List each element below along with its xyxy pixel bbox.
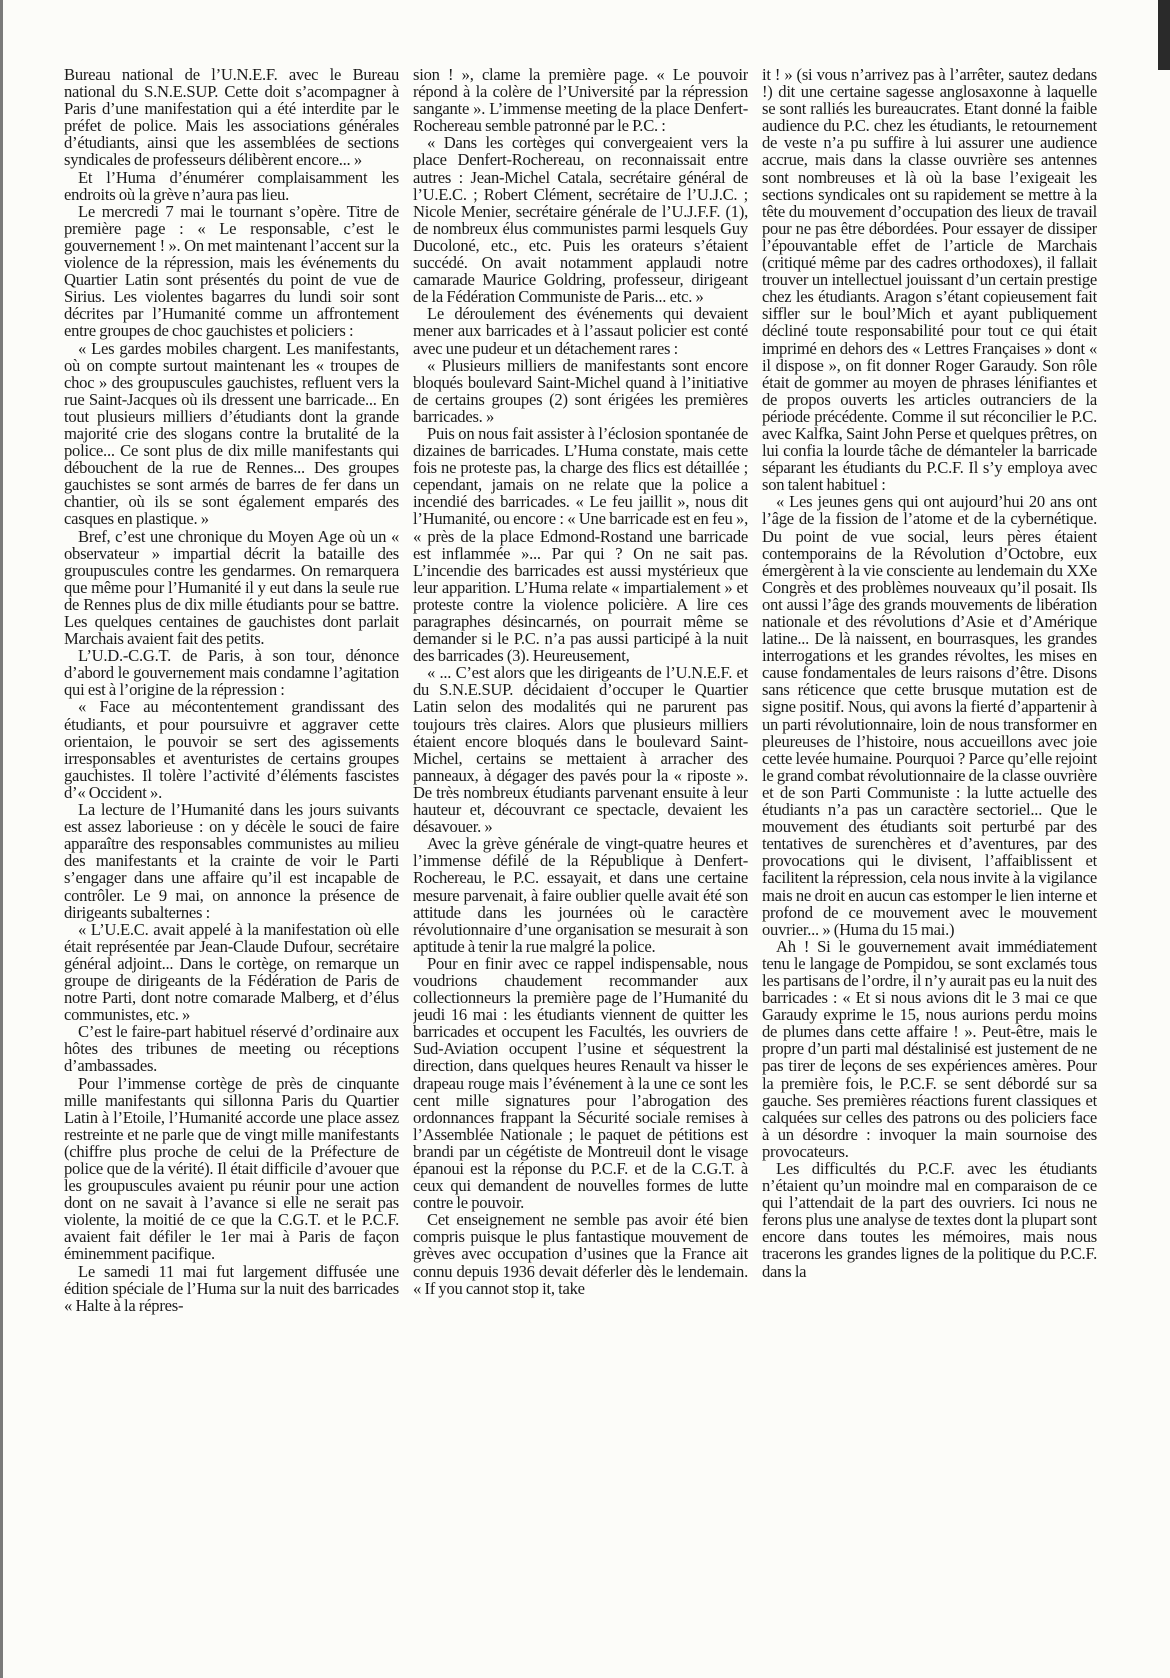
text-column-2 (413, 66, 748, 1664)
paragraph: it ! » (si vous n’arrivez pas à l’arrêter, sautez dedans !) dit une certaine sagesse anglosaxonne à laquelle se sont ralliés les bureaucrates. Etant donné la faible audience du P.C. chez les étudiants, le retournement de veste n’a pu suffire à lui assurer une audience accrue, mais dans la classe ouvrière ses antennes sont nombreuses et là où la base l’exigeait les sections syndicales ont su rapidement se mettre à la tête du mouvement d’occupation des lieux de travail pour ne pas être débordées. Pour essayer de dissiper l’épouvantable effet de l’article de Marchais (critiqué même par des cadres orthodoxes), il fallait trouver un intellectuel jouissant d’un certain prestige chez les étudiants. Aragon s’étant copieusement fait siffler sur le boul’Mich et ayant publiquement décliné toute responsabilité pour tout ce qui était imprimé en dehors des « Lettres Françaises » dont « il dispose », on fit donner Roger Garaudy. Son rôle était de gommer au moyen de phrases lénifiantes et de propos ouverts les articles outranciers de la période précédente. Comme il sut réconcilier le P.C. avec Kalfka, Saint John Perse et quelques prêtres, on lui confia la lourde tâche de démanteler la barricade séparant les étudiants du P.C.F. Il s’y employa avec son talent habituel : (762, 66, 1097, 495)
article-columns (64, 66, 1098, 1664)
paragraph: L’U.D.-C.G.T. de Paris, à son tour, dénonce d’abord le gouvernement mais condamne l’agitation qui est à l’origine de la répression : (64, 646, 399, 700)
scan-corner-mark (1158, 0, 1170, 70)
paragraph: Ah ! Si le gouvernement avait immédiatement tenu le langage de Pompidou, se sont exclamés tous les partisans de l’ordre, il n’y aurait pas eu la nuit des barricades : « Et si nous avions dit le 3 mai ce que Garaudy exprime le 15, nous aurions perdu moins de plumes dans cette affaire ! ». Peut-être, mais le propre d’un parti mal déstalinisé est justement de ne pas tirer de leçons de ses expériences amères. Pour la première fois, le P.C.F. se sent débordé sur sa gauche. Ses premières réactions furent classiques et calquées sur celles des patrons ou des policiers face à un désordre : invoquer la main sournoise des provocateurs. (762, 936, 1097, 1161)
quoted-paragraph: « Les jeunes gens qui ont aujourd’hui 20 ans ont l’âge de la fission de l’atome et de la cybernétique. Du point de vue social, leurs pères étaient contemporains de la Révolution d’Octobre, eux émergèrent à la vie consciente au lendemain du XXe Congrès et des problèmes nouveaux qu’il posait. Ils ont aussi l’âge des grands mouvements de libération nationale et des révolutions d’Asie et d’Amérique latine... De là naissent, en bourrasques, les grandes interrogations et les grandes révoltes, les mises en cause fondamentales de leurs raisons d’être. Disons sans réticence que cette brusque mutation est de signe positif. Nous, qui avons la fierté d’appartenir à un parti révolutionnaire, loin de nous transformer en pleureuses de l’histoire, nous accueillons avec joie cette levée humaine. Pourquoi ? Parce qu’elle rejoint le grand combat révolutionnaire de la classe ouvrière et de son Parti Communiste : la lutte actuelle des étudiants n’a pas un caractère sectoriel... Que le mouvement des étudiants soit perturbé par des tentatives de surenchères et d’aventures, par des provocations qui le divisent, l’affaiblissent et facilitent la répression, cela nous invite à la vigilance mais ne droit en aucun cas estomper le lien interne et profond de ce mouvement avec le mouvement ouvrier... » (Huma du 15 mai.) (762, 492, 1097, 939)
paragraph: Puis on nous fait assister à l’éclosion spontanée de dizaines de barricades. L’Huma constate, mais cette fois ne proteste pas, la charge des flics est détaillée ; cependant, jamais on ne relate que la police a incendié des barricades. « Le feu jaillit », nous dit l’Humanité, ou encore : « Une barricade est en feu », « près de la place Edmond-Rostand une barricade est inflammée »... Par qui ? On ne sait pas. L’incendie des barricades est aussi mystérieux que leur apparition. L’Huma relate « impartialement » et proteste contre la violence policière. A lire ces paragraphes désincarnés, on pourrait même se demander si le P.C. n’a pas aussi participé à la nuit des barricades (3). Heureusement, (413, 423, 748, 666)
paragraph: Avec la grève générale de vingt-quatre heures et l’immense défilé de la République à Denfert-Rochereau, le P.C. essayait, et dans une certaine mesure parvenait, à faire oublier quelle avait été son attitude dans les journées où le caractère révolutionnaire d’une organisation se mesurait à son aptitude à tenir la rue malgré la police. (413, 834, 748, 956)
text-column-1 (64, 66, 399, 1664)
paragraph: Les difficultés du P.C.F. avec les étudiants n’étaient qu’un moindre mal en comparaison de ce qui l’attendait de la part des ouvriers. Ici nous ne ferons plus une analyse de textes dont la plupart sont encore dans toutes les mémoires, mais nous tracerons les grandes lignes de la politique du P.C.F. dans la (762, 1159, 1097, 1281)
paragraph: La lecture de l’Humanité dans les jours suivants est assez laborieuse : on y décèle le souci de faire apparaître des responsables communistes au milieu des manifestants et la crainte de voir le Parti s’engager dans une affaire qu’il est incapable de contrôler. Le 9 mai, on annonce la présence de dirigeants subalternes : (64, 800, 399, 922)
scan-left-edge (0, 0, 3, 1678)
text-column-3 (762, 66, 1097, 1664)
paragraph: Bureau national de l’U.N.E.F. avec le Bureau national du S.N.E.SUP. Cette doit s’acompagner à Paris d’une manifestation qui a été interdite par le préfet de police. Mais les associations générales d’étudiants, ainsi que les assemblées de sections syndicales de professeurs délibèrent encore... » (64, 66, 399, 170)
paragraph: Pour en finir avec ce rappel indispensable, nous voudrions chaudement recommander aux collectionneurs la première page de l’Humanité du jeudi 16 mai : les étudiants viennent de quitter les barricades et occupent les Facultés, les ouvriers de Sud-Aviation occupent l’usine et séquestrent la direction, dans quelques heures Renault va hisser le drapeau rouge mais l’événement à la une ce sont les cent mille signatures pour l’abrogation des ordonnances frappant la Sécurité sociale remises à l’Assemblée Nationale ; le paquet de pétitions est brandi par un cégétiste de Montreuil dont le visage épanoui est la réponse du P.C.F. et de la C.G.T. à ceux qui demandent de nouvelles formes de lutte contre le pouvoir. (413, 953, 748, 1213)
quoted-paragraph: « Dans les cortèges qui convergeaient vers la place Denfert-Rochereau, on reconnaissait entre autres : Jean-Michel Catala, secrétaire général de l’U.E.C. ; Robert Clément, secrétaire de l’U.J.C. ; Nicole Menier, secrétaire générale de l’U.J.F.F. (1), de nombreux élus communistes parmi lesquels Guy Ducoloné, etc., etc. Puis les orateurs s’étaient succédé. On avait notamment applaudi notre camarade Maurice Goldring, professeur, dirigeant de la Fédération Communiste de Paris... etc. » (413, 133, 748, 307)
quoted-paragraph: « Plusieurs milliers de manifestants sont encore bloqués boulevard Saint-Michel quand à l’initiative de certains groupes (2) sont érigées les premières barricades. » (413, 355, 748, 426)
paragraph: C’est le faire-part habituel réservé d’ordinaire aux hôtes des tribunes de meeting ou réceptions d’ambassades. (64, 1022, 399, 1076)
quoted-paragraph: « L’U.E.C. avait appelé à la manifestation où elle était représentée par Jean-Claude Dufour, secrétaire général adjoint... Dans le cortège, on remarque un groupe de dirigeants de la Fédération de Paris de notre Parti, dont notre comarade Malberg, et d’élus communistes, etc. » (64, 919, 399, 1025)
paragraph: sion ! », clame la première page. « Le pouvoir répond à la colère de l’Université par la répression sangante ». L’immense meeting de la place Denfert-Rochereau semble patronné par le P.C. : (413, 66, 748, 136)
quoted-paragraph: « Face au mécontentement grandissant des étudiants, et pour poursuivre et aggraver cette orientaion, le pouvoir se sert des agissements irresponsables et aventuristes de certains groupes gauchistes. Il tolère l’activité d’éléments fascistes d’« Occident ». (64, 697, 399, 802)
paragraph: Pour l’immense cortège de près de cinquante mille manifestants qui sillonna Paris du Quartier Latin à l’Etoile, l’Humanité accorde une place assez restreinte et ne parle que de vingt mille manifestants (chiffre plus proche de celui de la Préfecture de police que de la vérité). Il était difficile d’avouer que les groupuscules avaient pu réunir pour une action dont on ne savait à l’avance si elle ne serait pas violente, la moitié de ce que la C.G.T. et le P.C.F. avaient fait défiler le 1er mai à Paris de façon éminemment pacifique. (64, 1073, 399, 1264)
paragraph: Bref, c’est une chronique du Moyen Age où un « observateur » impartial décrit la bataille des groupuscules contre les gendarmes. On remarquera que même pour l’Humanité il y eut dans la seule rue de Rennes plus de dix mille étudiants pour se battre. Les quelques centaines de gauchistes dont parlait Marchais avaient fait des petits. (64, 526, 399, 649)
quoted-paragraph: « ... C’est alors que les dirigeants de l’U.N.E.F. et du S.N.E.SUP. décidaient d’occuper le Quartier Latin selon des modalités qui ne parurent pas toujours très claires. Alors que plusieurs milliers étaient encore bloqués dans le boulevard Saint-Michel, certains se mettaient à arracher des panneaux, à dégager des pavés pour la « riposte ». De très nombreux étudiants parvenant ensuite à leur hauteur et, découvrant ce spectacle, devaient les désavouer. » (413, 663, 748, 837)
paragraph: Le mercredi 7 mai le tournant s’opère. Titre de première page : « Le responsable, c’est le gouvernement ! ». On met maintenant l’accent sur la violence de la répression, mais les événements du Quartier Latin sont présentés du point de vue de Sirius. Les violentes bagarres du lundi soir sont décrites par l’Humanité comme un affrontement entre groupes de choc gauchistes et policiers : (64, 201, 399, 341)
quoted-paragraph: « Les gardes mobiles chargent. Les manifestants, où on compte surtout maintenant les « troupes de choc » des groupuscules gauchistes, refluent vers la rue Saint-Jacques où ils dressent une barricade... En tout plusieurs milliers d’étudiants dont la grande majorité crie des slogans contre la brutalité de la police... Ce sont plus de dix mille manifestants qui débouchent de la rue de Rennes... Des groupes gauchistes se sont armés de barres de fer dans un chantier, où ils se sont également emparés des casques en plastique. » (64, 338, 399, 529)
paragraph: Et l’Huma d’énumérer complaisamment les endroits où la grève n’aura pas lieu. (64, 167, 399, 204)
paragraph: Le déroulement des événements qui devaient mener aux barricades et à l’assaut policier est conté avec une pudeur et un détachement rares : (413, 304, 748, 358)
paragraph: Cet enseignement ne semble pas avoir été bien compris puisque le plus fantastique mouvement de grèves avec occupation d’usines que la France ait connu depuis 1936 devait déferler dès le lendemain. « If you cannot stop it, take (413, 1210, 748, 1298)
paragraph: Le samedi 11 mai fut largement diffusée une édition spéciale de l’Huma sur la nuit des barricades « Halte à la répres- (64, 1261, 399, 1315)
